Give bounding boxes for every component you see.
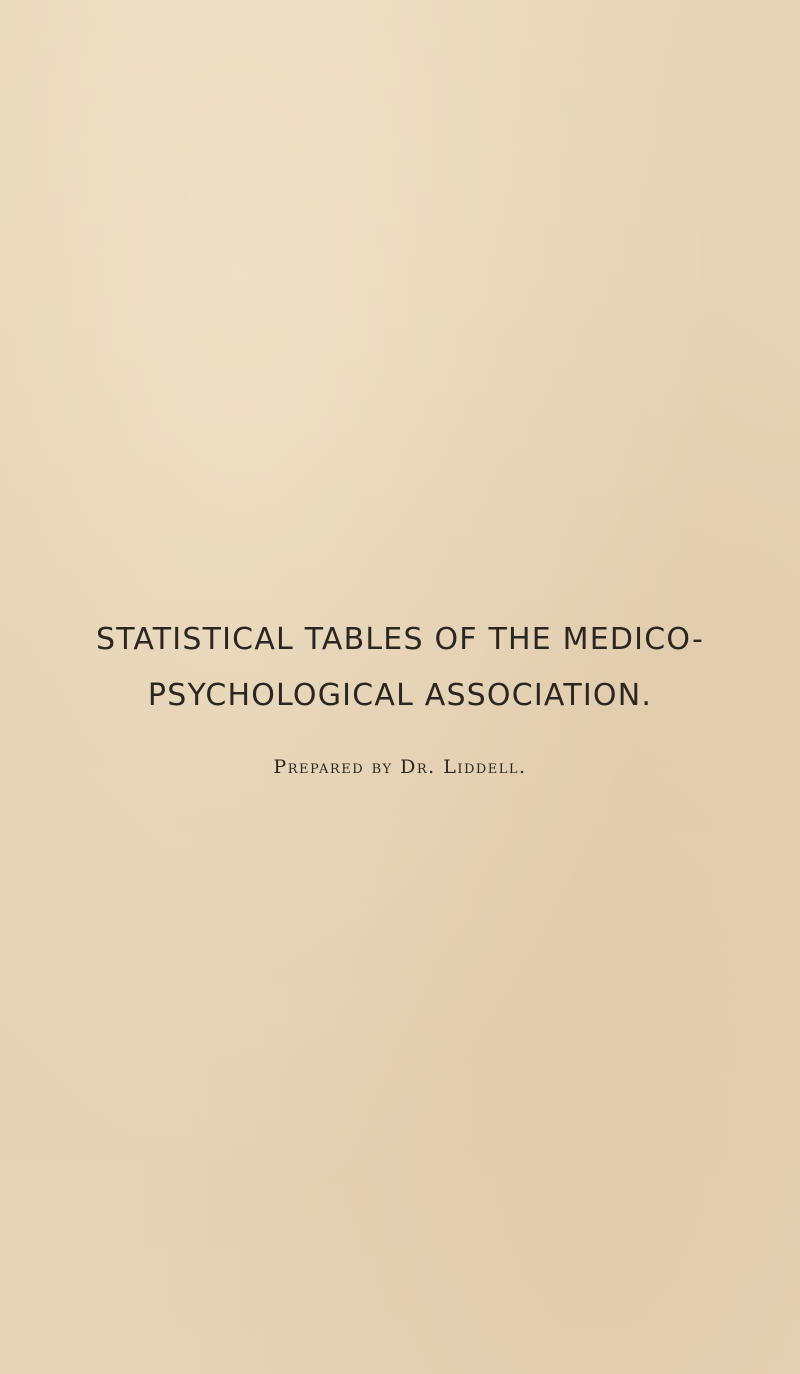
prepared-by-line: Prepared by Dr. Liddell. — [273, 756, 527, 778]
title-line-1: STATISTICAL TABLES OF THE MEDICO- — [95, 622, 705, 657]
document-title — [0, 612, 800, 724]
title-line-2: PSYCHOLOGICAL ASSOCIATION. — [147, 678, 653, 713]
